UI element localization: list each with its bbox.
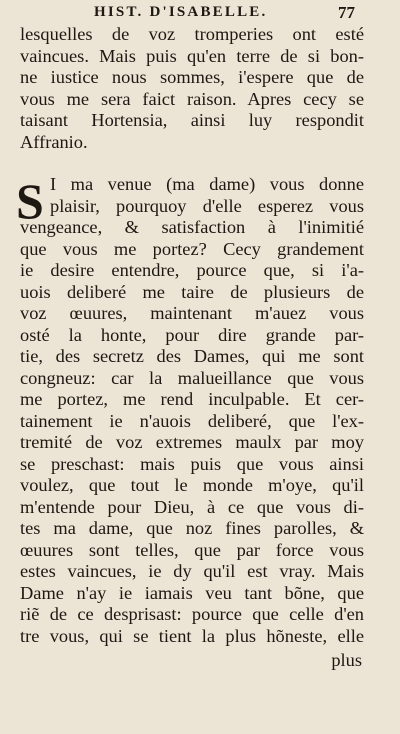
text-line: que vous me portez? Cecy grandement <box>20 238 364 259</box>
text-line: voz œuures, maintenant m'auez vous <box>20 303 364 323</box>
text-line: me portez, me rend inculpable. Et cer- <box>20 389 364 409</box>
catchword: plus <box>331 650 362 670</box>
text-line: vous me sera faict raison. Apres cecy se <box>20 88 364 109</box>
text-line: Dame n'ay ie iamais veu tant bõne, que <box>20 582 364 603</box>
text-line: lesquelles de voz tromperies ont esté <box>20 24 364 44</box>
text-line: tainement ie n'auois deliberé, que l'ex- <box>20 410 364 431</box>
text-line: uois deliberé me taire de plusieurs de <box>20 281 364 302</box>
text-line: voulez, que tout le monde m'oye, qu'il <box>20 475 364 495</box>
text-line: plaisir, pourquoy d'elle esperez vous <box>50 195 364 216</box>
text-line: vaincues. Mais puis qu'en terre de si bon- <box>20 45 364 66</box>
text-line: œuures sont telles, que par force vous <box>20 539 364 560</box>
text-line: Affranio. <box>20 131 88 152</box>
text-line: tremité de voz extremes maulx par moy <box>20 432 364 452</box>
text-line: osté la honte, pour dire grande par- <box>20 324 364 345</box>
text-line: ne iustice nous sommes, i'espere que de <box>20 67 364 87</box>
running-title: HIST. D'ISABELLE. <box>94 4 268 20</box>
paragraph-1 <box>20 24 364 153</box>
text-line: tie, des secretz des Dames, qui me sont <box>20 346 364 366</box>
page-header <box>0 0 400 22</box>
text-line: m'entende pour Dieu, à ce que vous di- <box>20 496 364 517</box>
text-line: taisant Hortensia, ainsi luy respondit <box>20 110 364 130</box>
text-line: tre vous, qui se tient la plus hõneste, elle <box>20 625 364 646</box>
paragraph-2 <box>16 173 364 647</box>
text-line: vengeance, & satisfaction à l'inimitié <box>20 217 364 237</box>
text-line: tes ma dame, que noz fines parolles, & <box>20 518 364 538</box>
text-line: riẽ de ce desprisast: pource que celle d'en <box>20 604 364 624</box>
drop-cap-initial: S <box>16 173 44 229</box>
text-line: se preschast: mais puis que vous ainsi <box>20 453 364 474</box>
text-line: I ma venue (ma dame) vous donne <box>50 174 364 194</box>
body-text <box>16 24 364 675</box>
page-number: 77 <box>338 3 355 22</box>
text-line: ie desire entendre, pource que, si i'a- <box>20 260 364 280</box>
text-line: congneuz: car la malueillance que vous <box>20 367 364 388</box>
text-line: estes vaincues, ie dy qu'il est vray. Mais <box>20 561 364 581</box>
